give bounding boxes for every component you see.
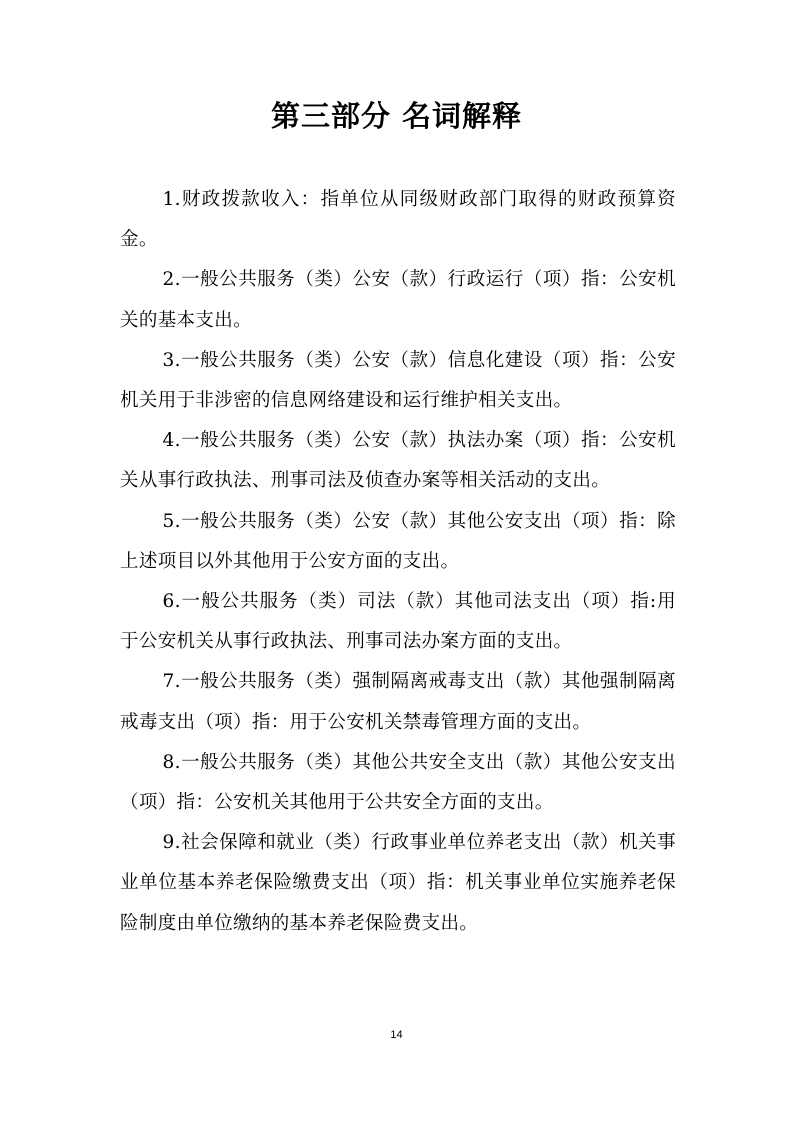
page-number: 14 bbox=[390, 1029, 403, 1041]
definition-paragraph: 1.财政拨款收入：指单位从同级财政部门取得的财政预算资金。 bbox=[120, 189, 676, 251]
definitions-list bbox=[120, 180, 676, 944]
definition-paragraph: 7.一般公共服务（类）强制隔离戒毒支出（款）其他强制隔离戒毒支出（项）指：用于公安机关禁毒管理方面的支出。 bbox=[120, 671, 676, 733]
definition-paragraph: 4.一般公共服务（类）公安（款）执法办案（项）指：公安机关从事行政执法、刑事司法及侦查办案等相关活动的支出。 bbox=[120, 430, 676, 492]
definition-paragraph: 9.社会保障和就业（类）行政事业单位养老支出（款）机关事业单位基本养老保险缴费支出（项）指：机关事业单位实施养老保险制度由单位缴纳的基本养老保险费支出。 bbox=[120, 832, 676, 934]
definition-paragraph: 8.一般公共服务（类）其他公共安全支出（款）其他公安支出（项）指：公安机关其他用于公共安全方面的支出。 bbox=[120, 751, 676, 814]
page-title: 第三部分 名词解释 bbox=[270, 99, 523, 133]
definition-paragraph: 5.一般公共服务（类）公安（款）其他公安支出（项）指：除上述项目以外其他用于公安方面的支出。 bbox=[120, 510, 676, 572]
definition-paragraph: 6.一般公共服务（类）司法（款）其他司法支出（项）指:用于公安机关从事行政执法、刑事司法办案方面的支出。 bbox=[120, 591, 676, 653]
definition-paragraph: 2.一般公共服务（类）公安（款）行政运行（项）指：公安机关的基本支出。 bbox=[120, 269, 676, 331]
definition-paragraph: 3.一般公共服务（类）公安（款）信息化建设（项）指：公安机关用于非涉密的信息网络建设和运行维护相关支出。 bbox=[120, 349, 676, 412]
